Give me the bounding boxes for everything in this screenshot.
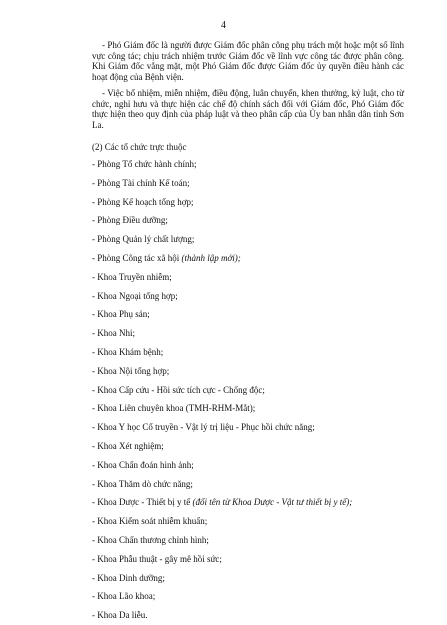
list-item: - Khoa Dinh dưỡng;	[92, 572, 165, 583]
paragraph-deputy-director: - Phó Giám đốc là người được Giám đốc phân công phụ trách một hoặc một số lĩnh vực công tác; chịu trách nhiệm trước Giám đốc về lĩnh vực công tác được phân công. Khi Giám đốc vắng mặt, một Phó Giám đốc được Giám đốc ủy quyền điều hành các hoạt động của Bệnh viện.	[92, 40, 404, 82]
list-item: - Khoa Chấn thương chỉnh hình;	[92, 534, 209, 545]
list-item: - Khoa Dược - Thiết bị y tế (đổi tên từ Khoa Dược - Vật tư thiết bị y tế);	[92, 497, 353, 508]
list-item: - Khoa Cấp cứu - Hồi sức tích cực - Chống độc;	[92, 384, 265, 395]
paragraph-appointment: - Việc bổ nhiệm, miễn nhiệm, điều động, luân chuyển, khen thưởng, kỷ luật, cho từ chức, nghỉ hưu và thực hiện các chế độ chính sách đối với Giám đốc, Phó Giám đốc thực hiện theo quy định của pháp luật và theo phân cấp của Ủy ban nhân dân tỉnh Sơn La.	[92, 88, 404, 130]
list-item: - Phòng Tổ chức hành chính;	[92, 159, 197, 169]
list-item: - Phòng Tài chính Kế toán;	[92, 177, 190, 188]
list-item-note: (thành lập mới);	[181, 252, 241, 263]
section-heading: (2) Các tổ chức trực thuộc	[92, 142, 187, 152]
list-item: - Khoa Kiểm soát nhiễm khuẩn;	[92, 516, 208, 527]
list-item: - Khoa Da liễu.	[92, 610, 148, 621]
list-item: - Khoa Liên chuyên khoa (TMH-RHM-Mắt);	[92, 403, 256, 414]
list-item: - Khoa Thăm dò chức năng;	[92, 478, 193, 489]
list-item: - Khoa Y học Cổ truyền - Vật lý trị liệu - Phục hồi chức năng;	[92, 422, 315, 433]
list-item: - Khoa Phụ sản;	[92, 309, 150, 320]
list-item: - Phòng Điều dưỡng;	[92, 215, 168, 226]
list-item: - Khoa Ngoại tổng hợp;	[92, 290, 178, 301]
list-item: - Khoa Nhi;	[92, 328, 135, 339]
list-item: - Phòng Công tác xã hội (thành lập mới);	[92, 252, 241, 263]
list-item: - Khoa Lão khoa;	[92, 591, 156, 602]
list-item: - Khoa Truyền nhiễm;	[92, 271, 172, 282]
list-item-note: (đổi tên từ Khoa Dược - Vật tư thiết bị y tế);	[192, 497, 353, 508]
page-number: 4	[221, 20, 226, 31]
list-item: - Khoa Xét nghiệm;	[92, 440, 164, 451]
units-list	[92, 140, 412, 625]
list-item: - Khoa Phẫu thuật - gây mê hồi sức;	[92, 553, 222, 564]
list-item: - Khoa Khám bệnh;	[92, 346, 164, 357]
list-item: - Khoa Chẩn đoán hình ảnh;	[92, 459, 194, 470]
list-item: - Phòng Kế hoạch tổng hợp;	[92, 196, 194, 207]
list-item: - Khoa Nội tổng hợp;	[92, 365, 170, 376]
list-item: - Phòng Quản lý chất lượng;	[92, 234, 195, 245]
